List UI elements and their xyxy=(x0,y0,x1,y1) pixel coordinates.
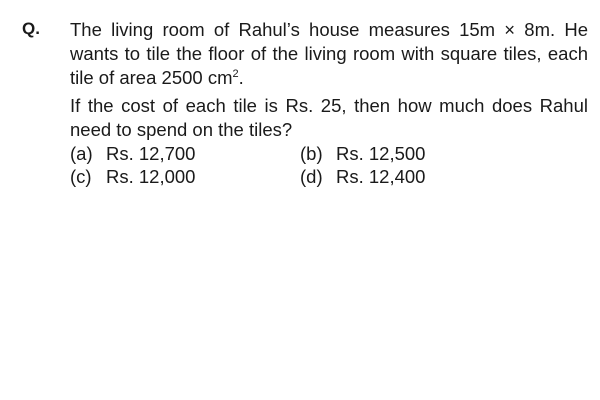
tile-area-text: tile of area 2500 cm xyxy=(70,67,233,88)
option-letter: (d) xyxy=(300,166,323,187)
question-label: Q. xyxy=(22,19,40,38)
options-row-2 xyxy=(70,165,588,188)
question-line-5: need to spend on the tiles? xyxy=(70,119,293,140)
option-a[interactable] xyxy=(70,142,195,165)
option-b[interactable] xyxy=(300,142,425,165)
tile-area-period: . xyxy=(238,67,244,88)
question-line-1: The living room of Rahul’s house measures 15m × 8m. He xyxy=(70,19,588,40)
question-line-3 xyxy=(70,66,588,90)
option-letter: (b) xyxy=(300,143,323,164)
question-paragraph-1 xyxy=(70,18,588,90)
options-row-1 xyxy=(70,142,588,165)
answer-options xyxy=(70,142,588,188)
option-text: Rs. 12,500 xyxy=(336,143,426,164)
option-d[interactable] xyxy=(300,165,425,188)
question-line-4: If the cost of each tile is Rs. 25, then how much does Rahul xyxy=(70,95,588,116)
option-text: Rs. 12,400 xyxy=(336,166,426,187)
option-letter: (a) xyxy=(70,143,93,164)
question-paragraph-2 xyxy=(70,94,588,142)
question-line-2: wants to tile the floor of the living room with square tiles, each xyxy=(70,43,588,64)
option-text: Rs. 12,000 xyxy=(106,166,196,187)
option-letter: (c) xyxy=(70,166,92,187)
option-c[interactable] xyxy=(70,165,195,188)
squared-superscript: 2 xyxy=(232,68,239,80)
question-body xyxy=(70,18,588,188)
option-text: Rs. 12,700 xyxy=(106,143,196,164)
